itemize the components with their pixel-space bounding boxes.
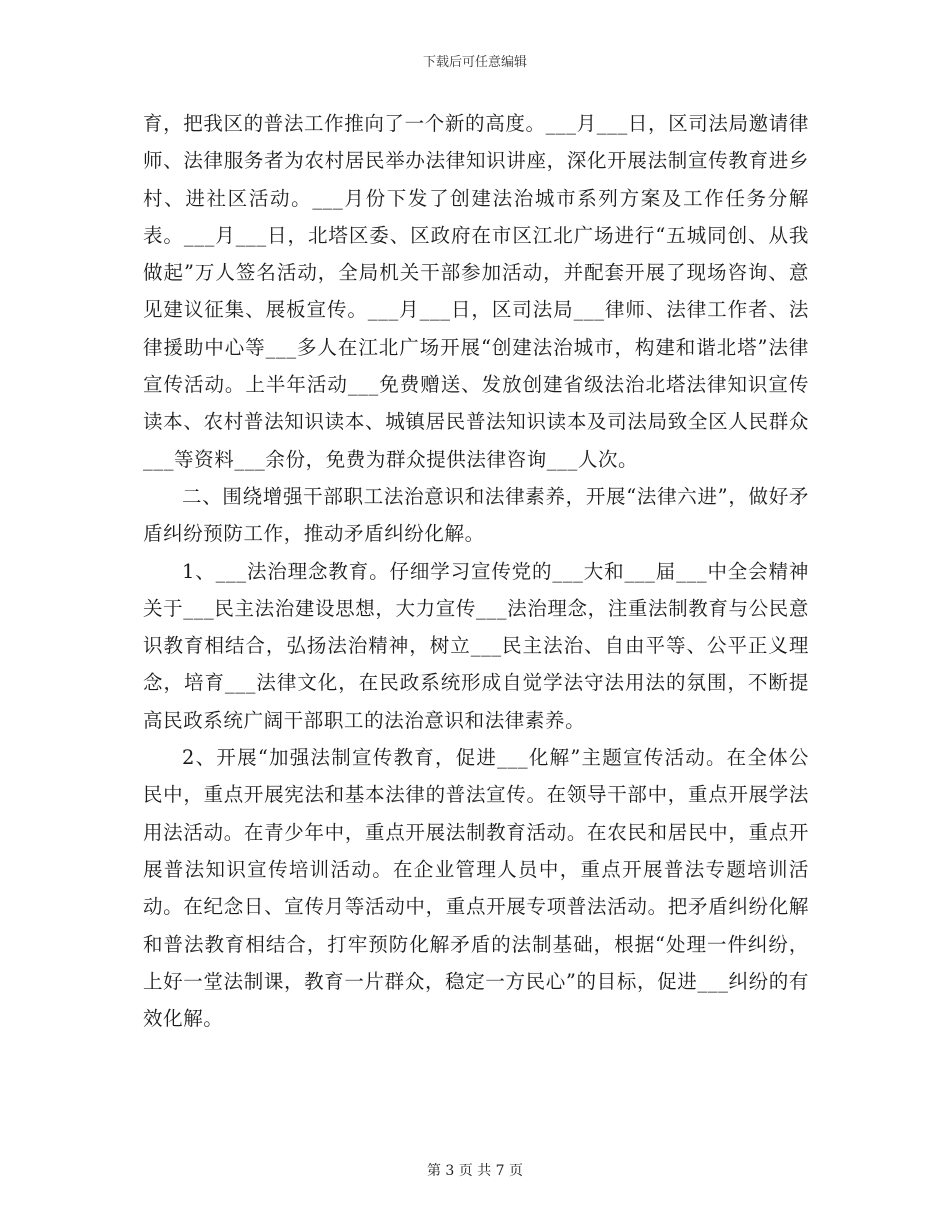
document-body	[143, 105, 809, 1037]
paragraph-continued: 育，把我区的普法工作推向了一个新的高度。___月___日，区司法局邀请律师、法律服务者为农村居民举办法律知识讲座，深化开展法制宣传教育进乡村、进社区活动。___月份下发了创建法治城市系列方案及工作任务分解表。___月___日，北塔区委、区政府在市区江北广场进行“五城同创、从我做起”万人签名活动，全局机关干部参加活动，并配套开展了现场咨询、意见建议征集、展板宣传。___月___日，区司法局___律师、法律工作者、法律援助中心等___多人在江北广场开展“创建法治城市，构建和谐北塔”法律宣传活动。上半年活动___免费赠送、发放创建省级法治北塔法律知识宣传读本、农村普法知识读本、城镇居民普法知识读本及司法局致全区人民群众___等资料___余份，免费为群众提供法律咨询___人次。	[143, 112, 809, 471]
page-header-note: 下载后可任意编辑	[422, 55, 527, 70]
page-number: 第 3 页 共 7 页	[426, 1163, 524, 1179]
paragraph-item-1: 1、___法治理念教育。仔细学习宣传党的___大和___届___中全会精神关于___民主法治建设思想，大力宣传___法治理念，注重法制教育与公民意识教育相结合，弘扬法治精神，树立___民主法治、自由平等、公平正义理念，培育___法律文化，在民政系统形成自觉学法守法用法的氛围，不断提高民政系统广阔干部职工的法治意识和法律素养。	[143, 559, 809, 732]
paragraph-item-2: 2、开展“加强法制宣传教育，促进___化解”主题宣传活动。在全体公民中，重点开展宪法和基本法律的普法宣传。在领导干部中，重点开展学法用法活动。在青少年中，重点开展法制教育活动。在农民和居民中，重点开展普法知识宣传培训活动。在企业管理人员中，重点开展普法专题培训活动。在纪念日、宣传月等活动中，重点开展专项普法活动。把矛盾纠纷化解和普法教育相结合，打牢预防化解矛盾的法制基础，根据“处理一件纠纷，上好一堂法制课，教育一片群众，稳定一方民心”的目标，促进___纠纷的有效化解。	[143, 746, 809, 1031]
section-heading-2: 二、围绕增强干部职工法治意识和法律素养，开展“法律六进”，做好矛盾纠纷预防工作，推动矛盾纠纷化解。	[143, 484, 809, 546]
